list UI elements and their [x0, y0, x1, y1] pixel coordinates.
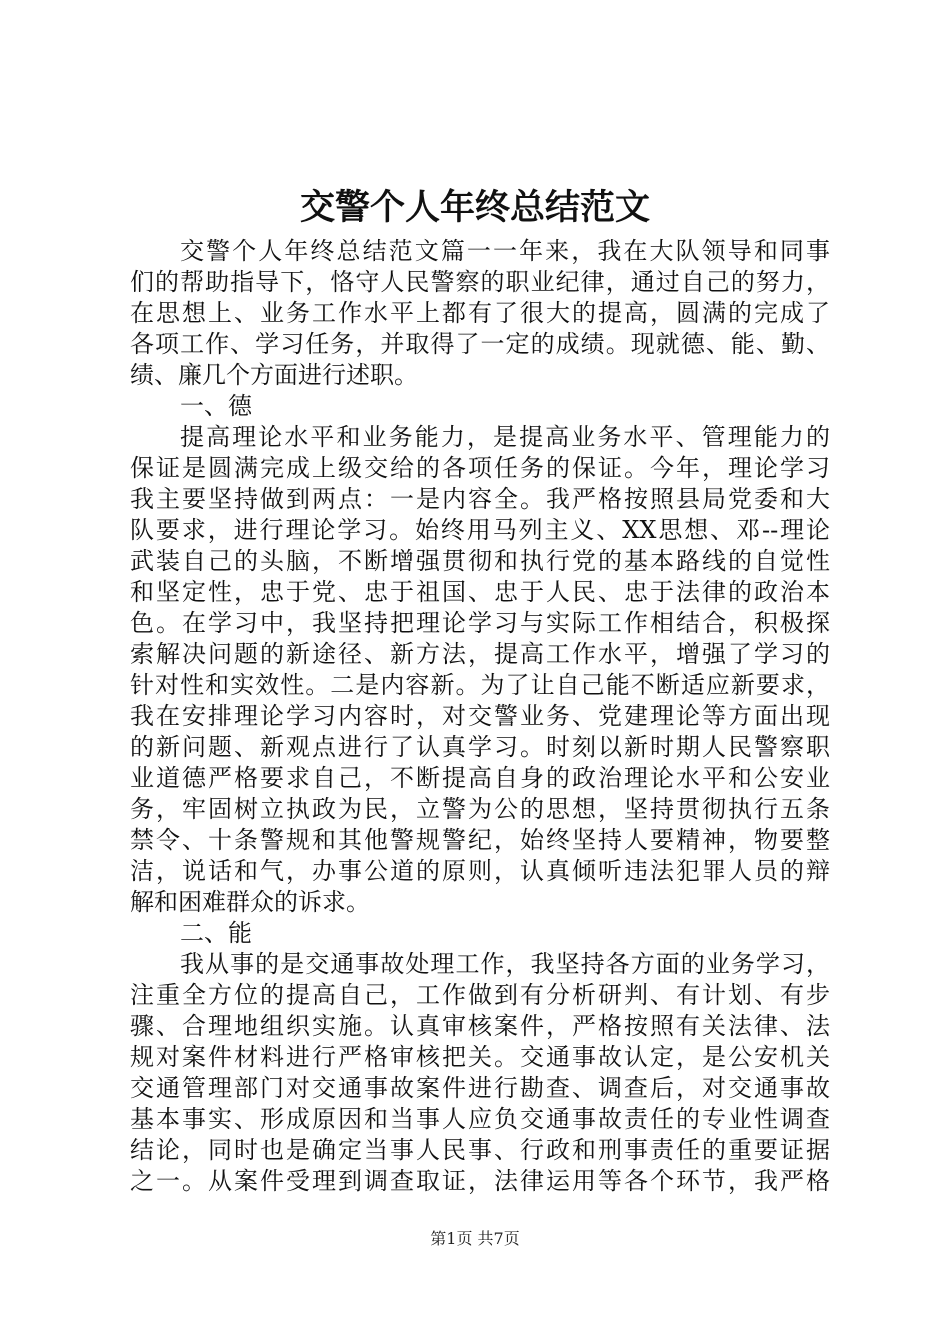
text-line: 交通管理部门对交通事故案件进行勘查、调查后，对交通事故	[130, 1074, 830, 1102]
text-line: 索解决问题的新途径、新方法，提高工作水平，增强了学习的	[130, 640, 830, 668]
text-line: 交警个人年终总结范文篇一一年来，我在大队领导和同事	[180, 237, 830, 265]
text-line: 务，牢固树立执政为民，立警为公的思想，坚持贯彻执行五条	[130, 795, 830, 823]
text-line: 们的帮助指导下，恪守人民警察的职业纪律，通过自己的努力，	[130, 268, 830, 296]
text-line: 规对案件材料进行严格审核把关。交通事故认定，是公安机关	[130, 1043, 830, 1071]
section-heading-neng: 二、能	[180, 919, 252, 947]
text-line: 绩、廉几个方面进行述职。	[130, 361, 418, 389]
text-line: 禁令、十条警规和其他警规警纪，始终坚持人要精神，物要整	[130, 826, 830, 854]
text-line: 我主要坚持做到两点：一是内容全。我严格按照县局党委和大	[130, 485, 830, 513]
text-line: 骤、合理地组织实施。认真审核案件，严格按照有关法律、法	[130, 1012, 830, 1040]
document-title: 交警个人年终总结范文	[299, 188, 650, 228]
text-line: 解和困难群众的诉求。	[130, 888, 370, 916]
document-body	[130, 236, 830, 1197]
text-line: 提高理论水平和业务能力，是提高业务水平、管理能力的	[180, 423, 830, 451]
text-line: 基本事实、形成原因和当事人应负交通事故责任的专业性调查	[130, 1105, 830, 1133]
text-line: 我在安排理论学习内容时，对交警业务、党建理论等方面出现	[130, 702, 830, 730]
text-line: 我从事的是交通事故处理工作，我坚持各方面的业务学习，	[180, 950, 830, 978]
text-line: 和坚定性，忠于党、忠于祖国、忠于人民、忠于法律的政治本	[130, 578, 830, 606]
text-line: 的新问题、新观点进行了认真学习。时刻以新时期人民警察职	[130, 733, 830, 761]
text-line: 之一。从案件受理到调查取证，法律运用等各个环节，我严格	[130, 1167, 830, 1195]
text-line: 洁，说话和气，办事公道的原则，认真倾听违法犯罪人员的辩	[130, 857, 830, 885]
text-line: 队要求，进行理论学习。始终用马列主义、XX思想、邓--理论	[130, 516, 830, 544]
text-line: 保证是圆满完成上级交给的各项任务的保证。今年，理论学习	[130, 454, 830, 482]
text-line: 色。在学习中，我坚持把理论学习与实际工作相结合，积极探	[130, 609, 830, 637]
text-line: 各项工作、学习任务，并取得了一定的成绩。现就德、能、勤、	[130, 330, 830, 358]
page-number-footer: 第1页 共7页	[430, 1229, 520, 1248]
text-line: 针对性和实效性。二是内容新。为了让自己能不断适应新要求，	[130, 671, 830, 699]
text-line: 注重全方位的提高自己，工作做到有分析研判、有计划、有步	[130, 981, 830, 1009]
text-line: 在思想上、业务工作水平上都有了很大的提高，圆满的完成了	[130, 299, 830, 327]
text-line: 结论，同时也是确定当事人民事、行政和刑事责任的重要证据	[130, 1136, 830, 1164]
text-line: 业道德严格要求自己，不断提高自身的政治理论水平和公安业	[130, 764, 830, 792]
section-heading-de: 一、德	[180, 392, 252, 420]
text-line: 武装自己的头脑，不断增强贯彻和执行党的基本路线的自觉性	[130, 547, 830, 575]
